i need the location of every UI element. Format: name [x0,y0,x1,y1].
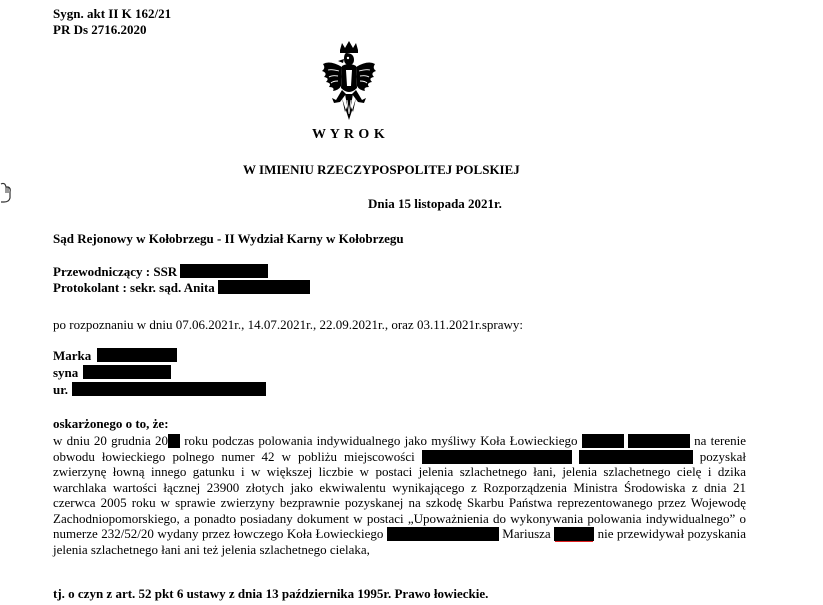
case-signature: Sygn. akt II K 162/21 [53,6,172,21]
defendant-birth-line [53,382,266,398]
redaction [387,527,499,541]
protocol-clerk-line [53,280,310,296]
prosecution-reference: PR Ds 2716.2020 [53,22,147,37]
defendant-father-label: syna [53,365,79,380]
defendant-father-line [53,365,171,381]
defendant-birth-label: ur. [53,382,69,397]
charge-text: w dniu 20 grudnia 20 [53,433,169,448]
hand-cursor-icon [0,182,12,204]
defendant-name-label: Marka [53,348,92,363]
redaction [422,450,572,464]
charge-text: roku podczas polowania indywidualnego jako myśliwy Koła Łowieckiego [180,433,582,448]
redaction [72,382,266,396]
charge-text: Mariusza [498,526,555,541]
defendant-name-line [53,348,177,364]
charge-text: nie przewidywał pozyskania jelenia szlachetnego łani ani też jelenia szlachetnego cielaka, [53,526,746,557]
court-name: Sąd Rejonowy w Kołobrzegu - II Wydział Karny w Kołobrzegu [53,231,404,246]
hearing-dates: po rozpoznaniu w dniu 07.06.2021r., 14.07.2021r., 22.09.2021r., oraz 03.11.2021r.sprawy: [53,317,523,332]
verdict-subtitle: W IMIENIU RZECZYPOSPOLITEJ POLSKIEJ [243,162,520,177]
redaction [579,450,693,464]
verdict-date: Dnia 15 listopada 2021r. [368,196,502,211]
charge-text: pozyskał zwierzynę łowną innego gatunku i w większej liczbie w postaci jelenia szlachetnego łani, jelenia szlachetnego cielę i dzika warchlaka wartości łącznej 23900 złotych jako ekwiwalentu wynikającego z Rozporządzenia Ministra Środowiska z dnia 21 czerwca 2005 roku w sprawie zwierzyny bezprawnie pozyskanej na szkodę Skarbu Państwa reprezentowanego przez Wojewodę Zachodniopomorskiego, a ponadto posiadany dokument w postaci „Upoważnienia do wykonywania polowania indywidualnego” o numerze 232/52/20 wydany przez łowczego Koła Łowieckiego [53,448,746,541]
redaction [83,365,171,379]
presiding-judge-label: Przewodniczący : SSR [53,264,178,279]
charge-description [53,433,746,557]
verdict-title: W Y R O K [312,127,386,142]
redaction [218,280,310,294]
redaction [97,348,177,362]
charge-heading: oskarżonego o to, że: [53,416,169,431]
redaction [628,434,690,448]
presiding-judge-line [53,264,268,280]
charge-text: na terenie obwodu łowieckiego polnego numer 42 w pobliżu miejscowości [53,433,746,464]
redaction [180,264,268,278]
polish-eagle-emblem [320,40,378,126]
legal-basis: tj. o czyn z art. 52 pkt 6 ustawy z dnia 13 października 1995r. Prawo łowieckie. [53,586,489,601]
redaction [168,434,180,448]
protocol-clerk-label: Protokolant : sekr. sąd. Anita [53,280,215,295]
redaction [554,527,594,541]
redaction [582,434,624,448]
